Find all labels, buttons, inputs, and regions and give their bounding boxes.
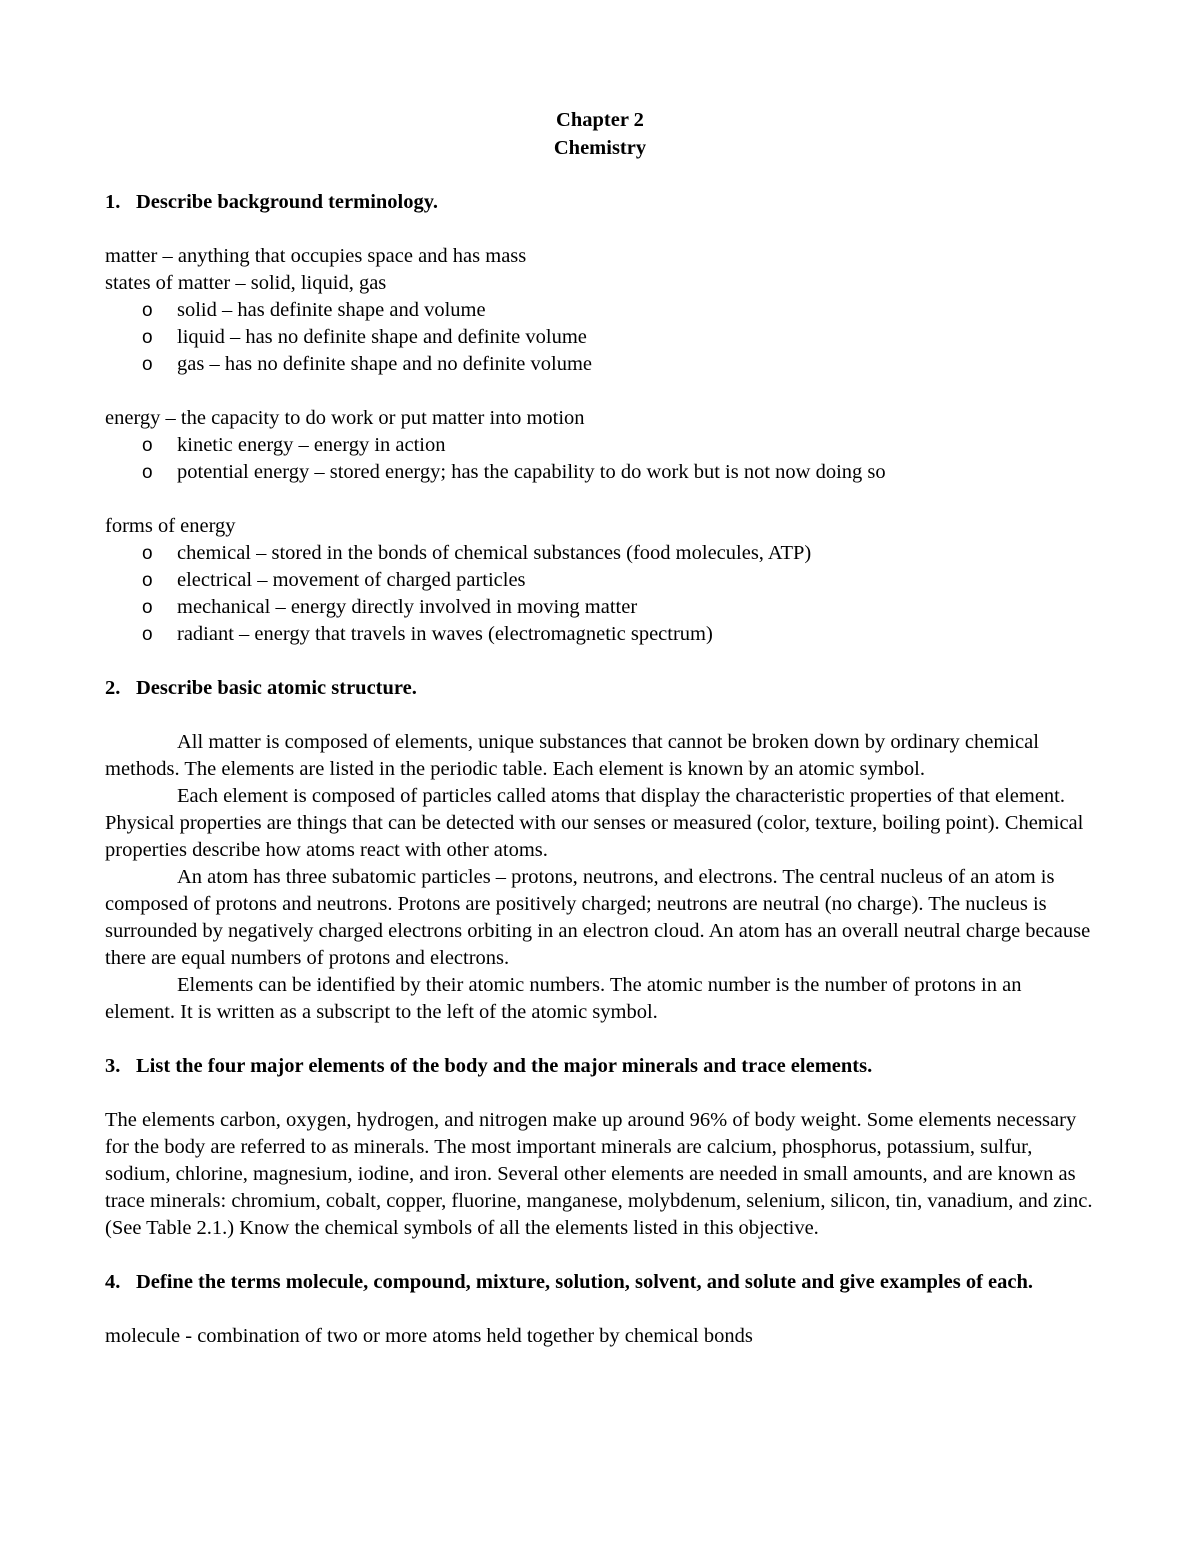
states-definition: states of matter – solid, liquid, gas [105, 272, 387, 294]
bullet-icon: o [142, 624, 153, 645]
section-3-heading [105, 1053, 1095, 1080]
list-item [105, 594, 1095, 621]
forms-of-energy-label: forms of energy [105, 515, 236, 537]
list-item-text: radiant – energy that travels in waves (electromagnetic spectrum) [177, 623, 713, 645]
list-item [105, 324, 1095, 351]
forms-list [105, 540, 1095, 648]
section-3-title: List the four major elements of the body and the major minerals and trace elements. [136, 1055, 873, 1077]
elements-paragraph: The elements carbon, oxygen, hydrogen, and nitrogen make up around 96% of body weight. Some elements necessary for the body are referred to as minerals. The most important minerals are calcium, phosphorus, potassium, sulfur, sodium, chlorine, magnesium, iodine, and iron. Several other elements are needed in small amounts, and are known as trace minerals: chromium, cobalt, copper, fluorine, manganese, molybdenum, selenium, silicon, tin, vanadium, and zinc. (See Table 2.1.) Know the chemical symbols of all the elements listed in this objective. [105, 1109, 1093, 1239]
list-item-text: liquid – has no definite shape and definite volume [177, 326, 587, 348]
atomic-paragraph: All matter is composed of elements, unique substances that cannot be broken down by ordinary chemical methods. The elements are listed in the periodic table. Each element is known by an atomic symbol. [105, 731, 1039, 780]
list-item-text: potential energy – stored energy; has the capability to do work but is not now doing so [177, 461, 886, 483]
section-2-heading [105, 675, 1095, 702]
list-item [105, 621, 1095, 648]
section-3-number: 3. [105, 1055, 121, 1077]
atomic-paragraph: An atom has three subatomic particles – protons, neutrons, and electrons. The central nucleus of an atom is composed of protons and neutrons. Protons are positively charged; neutrons are neutral (no charge). The nucleus is surrounded by negatively charged electrons orbiting in an electron cloud. An atom has an overall neutral charge because there are equal numbers of protons and electrons. [105, 866, 1091, 969]
section-4-title: Define the terms molecule, compound, mixture, solution, solvent, and solute and give examples of each. [136, 1271, 1034, 1293]
list-item-text: chemical – stored in the bonds of chemical substances (food molecules, ATP) [177, 542, 812, 564]
chapter-title: Chapter 2 [556, 109, 644, 131]
section-2-title: Describe basic atomic structure. [136, 677, 417, 699]
bullet-icon: o [142, 354, 153, 375]
list-item-text: mechanical – energy directly involved in moving matter [177, 596, 638, 618]
bullet-icon: o [142, 327, 153, 348]
list-item-text: electrical – movement of charged particles [177, 569, 526, 591]
list-item [105, 432, 1095, 459]
bullet-icon: o [142, 462, 153, 483]
subject-title: Chemistry [553, 137, 647, 159]
list-item [105, 459, 1095, 486]
section-1-heading [105, 189, 1095, 216]
energy-list [105, 432, 1095, 486]
section-4-heading [105, 1269, 1095, 1296]
section-1-title: Describe background terminology. [136, 191, 438, 213]
list-item [105, 540, 1095, 567]
list-item [105, 297, 1095, 324]
atomic-paragraph: Elements can be identified by their atomic numbers. The atomic number is the number of protons in an element. It is written as a subscript to the left of the atomic symbol. [105, 974, 1022, 1023]
energy-definition: energy – the capacity to do work or put matter into motion [105, 407, 585, 429]
list-item [105, 351, 1095, 378]
list-item-text: kinetic energy – energy in action [177, 434, 446, 456]
bullet-icon: o [142, 435, 153, 456]
section-2-number: 2. [105, 677, 121, 699]
list-item [105, 567, 1095, 594]
atomic-paragraph: Each element is composed of particles called atoms that display the characteristic properties of that element. Physical properties are things that can be detected with our senses or measured (color, texture, boiling point). Chemical properties describe how atoms react with other atoms. [105, 785, 1084, 861]
molecule-definition: molecule - combination of two or more atoms held together by chemical bonds [105, 1325, 753, 1347]
list-item-text: solid – has definite shape and volume [177, 299, 486, 321]
matter-definition: matter – anything that occupies space and has mass [105, 245, 527, 267]
bullet-icon: o [142, 543, 153, 564]
list-item-text: gas – has no definite shape and no definite volume [177, 353, 593, 375]
states-list [105, 297, 1095, 378]
bullet-icon: o [142, 300, 153, 321]
section-4-number: 4. [105, 1271, 121, 1293]
bullet-icon: o [142, 597, 153, 618]
section-1-number: 1. [105, 191, 121, 213]
bullet-icon: o [142, 570, 153, 591]
document-page [105, 106, 1095, 1350]
